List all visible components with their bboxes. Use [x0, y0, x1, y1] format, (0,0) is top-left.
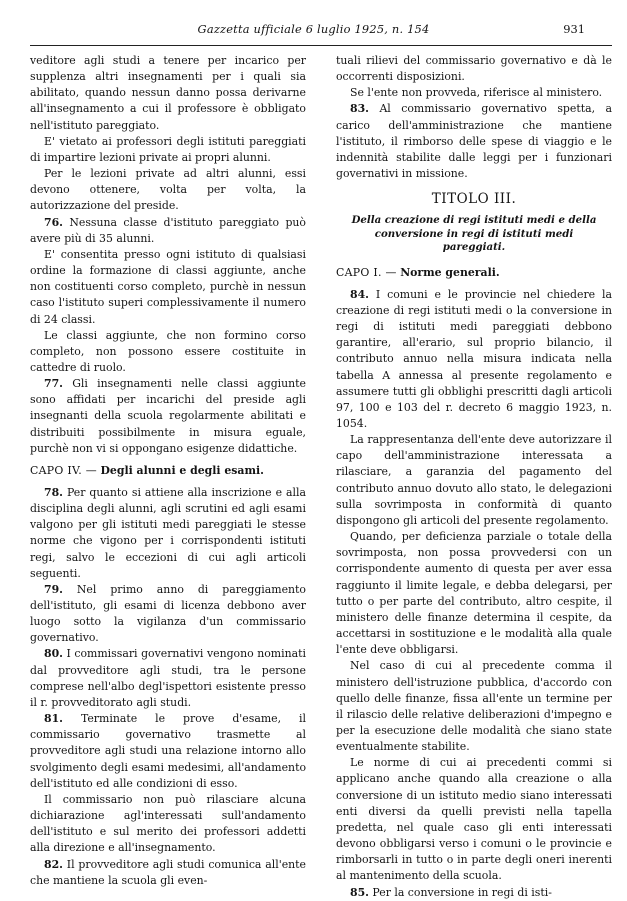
article-text: Al commissario governativo spetta, a carico dell'amministrazione che mantiene l'istituto, il rimborso delle spese di viaggio e le indennità stabilite dalle leggi per i funzionari governativi in missione. — [336, 102, 612, 181]
paragraph: Le norme di cui ai precedenti commi si applicano anche quando alla creazione o alla conversione di un istituto medio siano interessati enti diversi da quelli previsti nella tapella predetta, nel quale caso gli enti interessati devono obbligarsi verso i comuni o le provincie e rimborsarli in tutto o in parte degli oneri inerenti al mantenimento della scuola. — [336, 756, 612, 883]
paragraph: Quando, per deficienza parziale o totale della sovrimposta, non possa provvedersi con un corrispondente aumento di questa per aver essa raggiunto il limite legale, e debba delegarsi, per tutto o per parte del contributo, altro cespite, il ministero delle finanze determina il cespite, da accettarsi in sostituzione e le modalità alla quale l'ente deve obbligarsi. — [336, 530, 612, 657]
paragraph: Il commissario non può rilasciare alcuna dichiarazione agl'interessati sull'andamento dell'istituto e sul merito dei professori addetti alla direzione e all'insegnamento. — [30, 792, 306, 855]
paragraph: veditore agli studi a tenere per incarico per supplenza altri insegnamenti per i quali sia abilitato, quando nessun danno possa derivarne all'insegnamento a cui il professore è obbligato nell'istituto pareggiato. — [30, 54, 306, 132]
paragraph: Se l'ente non provveda, riferisce al ministero. — [350, 86, 603, 100]
paragraph: Nel caso di cui al precedente comma il ministero dell'istruzione pubblica, d'accordo con quello delle finanze, fissa all'ente un termine per il rilascio delle relative deliberazioni d'impegno e per la esecuzione delle modalità che siano state eventualmente stabilite. — [336, 659, 612, 754]
article-78 — [30, 485, 306, 582]
paragraph: Le classi aggiunte, che non formino corso completo, non possono essere costituite in cattedre di ruolo. — [30, 328, 306, 374]
article-83 — [336, 101, 612, 182]
page-header — [0, 22, 627, 38]
article-number: 82. — [44, 857, 63, 871]
paragraph: Per le lezioni private ad altri alunni, essi devono ottenere, volta per volta, la autorizzazione del preside. — [30, 167, 306, 213]
paragraph: La rappresentanza dell'ente deve autorizzare il capo dell'amministrazione interessata a rilasciare, a garanzia del pagamento del contributo annuo dovuto allo stato, le delegazioni sulla sovrimposta in conformità di quanto dispongono gli articoli del presente regolamento. — [336, 433, 612, 527]
left-column — [30, 53, 306, 889]
article-77 — [30, 376, 306, 457]
header-title: Gazzetta ufficiale 6 luglio 1925, n. 154 — [197, 22, 430, 36]
section-title: TITOLO III. — [431, 191, 517, 208]
article-number: 84. — [350, 287, 369, 301]
right-column — [336, 53, 612, 901]
page-number: 931 — [563, 22, 585, 36]
article-text: Nessuna classe d'istituto pareggiato può avere più di 35 alunni. — [30, 215, 306, 245]
article-number: 85. — [350, 885, 369, 899]
article-number: 81. — [44, 712, 63, 726]
article-text: Per quanto si attiene alla inscrizione e alla disciplina degli alunni, agli scrutini ed agli esami valgono per gli istituti medi pareggiati le stesse norme che vigono per i corrispondenti istituti regi, salvo le eccezioni di cui agli articoli seguenti. — [30, 485, 306, 580]
section-subtitle: Della creazione di regi istituti medi e della conversione in regi di istituti medi pareggiati. — [351, 214, 597, 254]
header-rule — [30, 45, 612, 46]
article-text: Nel primo anno di pareggiamento dell'istituto, gli esami di licenza debbono aver luogo sotto la vigilanza d'un commissario governativo. — [30, 582, 306, 645]
article-number: 76. — [44, 215, 63, 229]
article-text: I commissari governativi vengono nominati dal provveditore agli studi, tra le persone comprese nell'albo degl'ispettori esistente presso il r. provveditorato agli studi. — [30, 647, 306, 709]
article-79 — [30, 582, 306, 647]
article-text: I comuni e le provincie nel chiedere la creazione di regi istituti medi o la conversione in regi di istituti medi pareggiati debbono garantire, all'erario, sul proprio bilancio, il contributo annuo nella misura indicata nella tabella A annessa al presente regolamento e assumere tutti gli obblighi prescritti dagli articoli 97, 100 e 103 del r. decreto 6 maggio 1923, n. 1054. — [336, 287, 612, 430]
article-number: 79. — [44, 582, 63, 596]
article-text: Terminate le prove d'esame, il commissario governativo trasmette al provveditore agli studi una relazione intorno allo svolgimento degli esami medesimi, all'andamento dell'istituto ed alle condizioni di esso. — [30, 712, 306, 790]
chapter-title: Degli alunni e degli esami. — [100, 463, 264, 477]
article-81 — [30, 711, 306, 792]
article-84 — [336, 287, 612, 432]
chapter-label: CAPO I. — — [336, 265, 397, 279]
paragraph: E' consentita presso ogni istituto di qualsiasi ordine la formazione di classi aggiunte, anche non costituenti corso completo, purchè in nessun caso l'istituto superi complessivamente il numero di 24 classi. — [30, 247, 306, 326]
article-number: 78. — [44, 485, 63, 499]
article-85 — [336, 885, 612, 901]
paragraph: tuali rilievi del commissario governativo e dà le occorrenti disposizioni. — [336, 54, 612, 84]
article-number: 77. — [44, 377, 63, 391]
article-text: Per la conversione in regi di isti- — [372, 885, 552, 899]
article-number: 80. — [44, 647, 63, 661]
chapter-heading-capo-i — [336, 265, 612, 281]
article-80 — [30, 646, 306, 711]
chapter-title: Norme generali. — [400, 265, 500, 279]
article-76 — [30, 215, 306, 247]
paragraph: E' vietato ai professori degli istituti pareggiati di impartire lezioni private ai propri alunni. — [30, 134, 306, 164]
chapter-heading-capo-iv — [30, 463, 306, 479]
article-82 — [30, 857, 306, 889]
article-number: 83. — [350, 102, 369, 116]
article-text: Il provveditore agli studi comunica all'ente che mantiene la scuola gli even- — [30, 857, 306, 887]
article-text: Gli insegnamenti nelle classi aggiunte sono affidati per incarichi del preside agli insegnanti della scuola regolarmente abilitati e distribuiti possibilmente in misura eguale, purchè non vi si oppongano esigenze didattiche. — [30, 377, 307, 455]
chapter-label: CAPO IV. — — [30, 463, 97, 477]
